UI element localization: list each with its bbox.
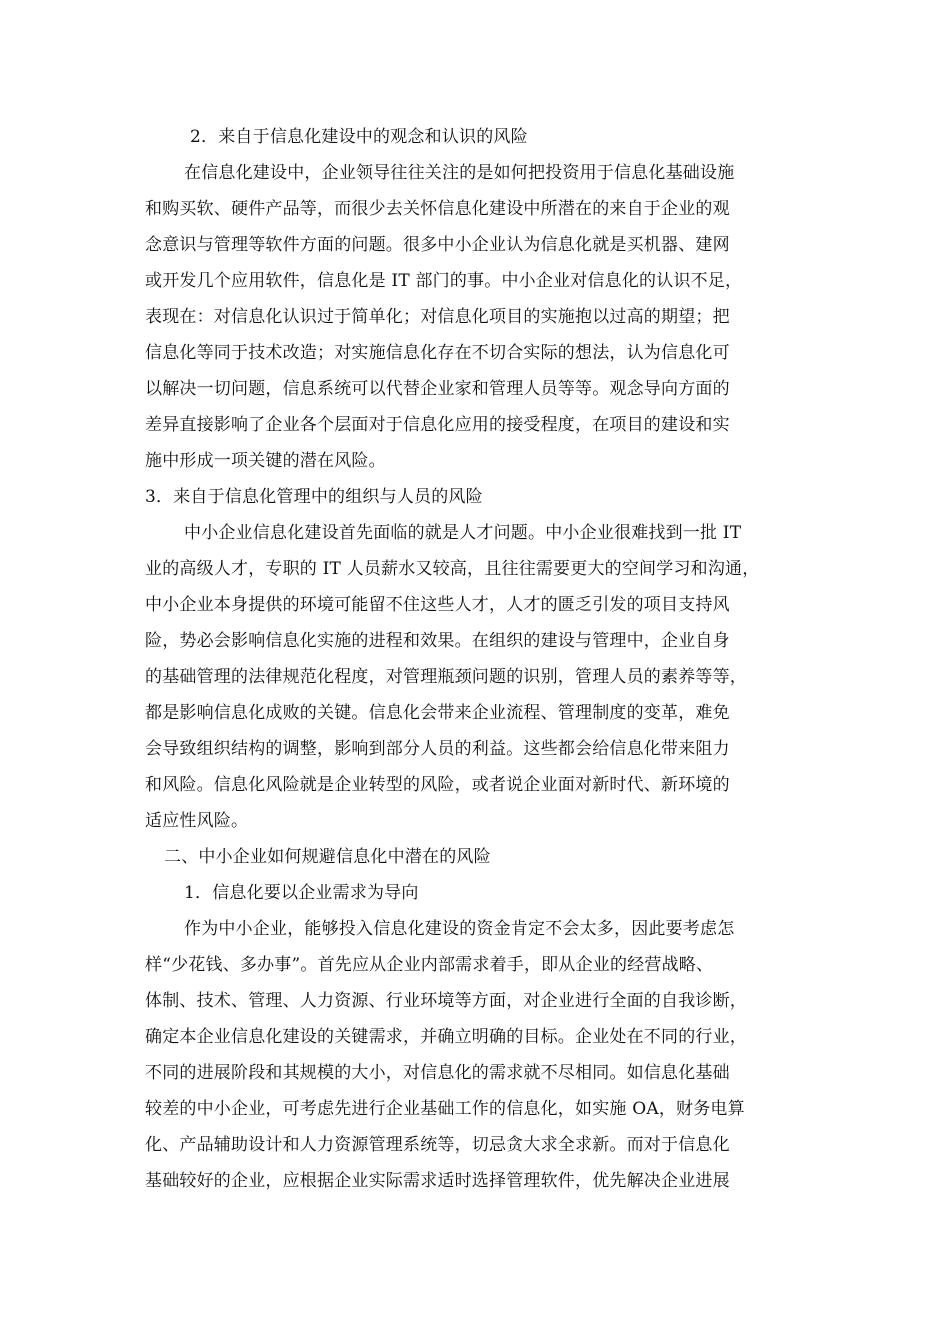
paragraph-line: 差异直接影响了企业各个层面对于信息化应用的接受程度，在项目的建设和实 — [145, 415, 730, 435]
heading-section-3: 3．来自于信息化管理中的组织与人员的风险 — [145, 487, 483, 507]
paragraph-line: 的基础管理的法律规范化程度，对管理瓶颈问题的识别，管理人员的素养等等， — [145, 667, 747, 687]
heading-subsection-1: 1．信息化要以企业需求为导向 — [184, 883, 419, 903]
paragraph-line: 作为中小企业，能够投入信息化建设的资金肯定不会太多，因此要考虑怎 — [184, 919, 735, 939]
paragraph-line: 施中形成一项关键的潜在风险。 — [145, 451, 386, 471]
paragraph-line: 中小企业本身提供的环境可能留不住这些人才，人才的匮乏引发的项目支持风 — [145, 595, 730, 615]
paragraph-line: 和风险。信息化风险就是企业转型的风险，或者说企业面对新时代、新环境的 — [145, 775, 730, 795]
paragraph-line: 确定本企业信息化建设的关键需求，并确立明确的目标。企业处在不同的行业， — [145, 1027, 747, 1047]
paragraph-line: 适应性风险。 — [145, 811, 249, 831]
paragraph-line: 表现在：对信息化认识过于简单化；对信息化项目的实施抱以过高的期望；把 — [145, 307, 730, 327]
paragraph-line: 和购买软、硬件产品等，而很少去关怀信息化建设中所潜在的来自于企业的观 — [145, 199, 730, 219]
paragraph-line: 业的高级人才，专职的 IT 人员薪水又较高，且往往需要更大的空间学习和沟通， — [145, 559, 760, 579]
paragraph-line: 信息化等同于技术改造；对实施信息化存在不切合实际的想法，认为信息化可 — [145, 343, 730, 363]
heading-part-2: 二、中小企业如何规避信息化中潜在的风险 — [164, 847, 491, 867]
paragraph-line: 在信息化建设中，企业领导往往关注的是如何把投资用于信息化基础设施 — [184, 163, 735, 183]
paragraph-line: 以解决一切问题，信息系统可以代替企业家和管理人员等等。观念导向方面的 — [145, 379, 730, 399]
paragraph-line: 较差的中小企业，可考虑先进行企业基础工作的信息化，如实施 OA，财务电算 — [145, 1099, 745, 1119]
paragraph-line: 化、产品辅助设计和人力资源管理系统等，切忌贪大求全求新。而对于信息化 — [145, 1135, 730, 1155]
paragraph-line: 中小企业信息化建设首先面临的就是人才问题。中小企业很难找到一批 IT — [184, 523, 742, 543]
paragraph-line: 险，势必会影响信息化实施的进程和效果。在组织的建设与管理中，企业自身 — [145, 631, 730, 651]
paragraph-line: 或开发几个应用软件，信息化是 IT 部门的事。中小企业对信息化的认识不足， — [145, 271, 743, 291]
paragraph-line: 体制、技术、管理、人力资源、行业环境等方面，对企业进行全面的自我诊断， — [145, 991, 747, 1011]
paragraph-line: 样“少花钱、多办事”。首先应从企业内部需求着手，即从企业的经营战略、 — [145, 955, 714, 975]
paragraph-line: 都是影响信息化成败的关键。信息化会带来企业流程、管理制度的变革，难免 — [145, 703, 730, 723]
paragraph-line: 念意识与管理等软件方面的问题。很多中小企业认为信息化就是买机器、建网 — [145, 235, 730, 255]
paragraph-line: 基础较好的企业，应根据企业实际需求适时选择管理软件，优先解决企业进展 — [145, 1171, 730, 1191]
paragraph-line: 不同的进展阶段和其规模的大小，对信息化的需求就不尽相同。如信息化基础 — [145, 1063, 730, 1083]
heading-section-2: 2．来自于信息化建设中的观念和认识的风险 — [190, 127, 528, 147]
paragraph-line: 会导致组织结构的调整，影响到部分人员的利益。这些都会给信息化带来阻力 — [145, 739, 730, 759]
